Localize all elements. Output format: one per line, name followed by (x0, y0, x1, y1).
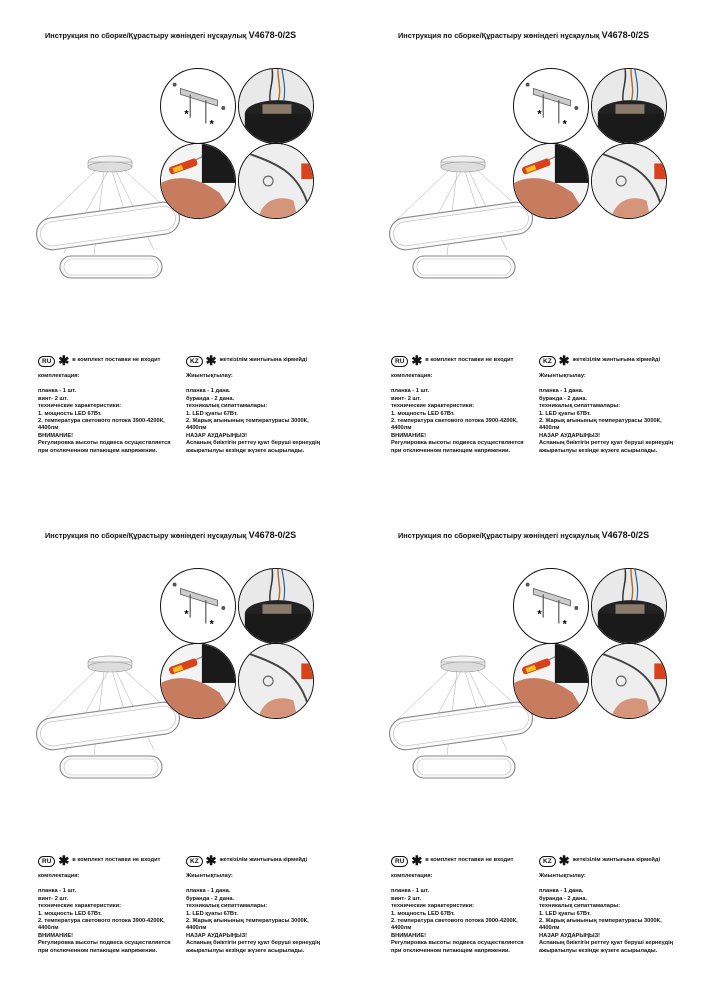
ru-complete-label: комплектация: (391, 873, 433, 879)
ru-text-block (391, 855, 541, 955)
screwdriver-icon (513, 643, 589, 719)
star-icon: ✱ (205, 353, 217, 368)
kz-tech-line: 2. Жарық ағынының температурасы 3000К, (186, 418, 309, 425)
page-title (398, 530, 649, 540)
kz-item: планка - 1 дана. (539, 388, 584, 395)
ru-not-included: в комплект поставки не входит (425, 857, 514, 864)
kz-warn-line: Аспаның биіктігін реттеу қуат беруші кернеудің (539, 940, 674, 947)
kz-warn-line: Аспаның биіктігін реттеу қуат беруші кернеудің (186, 940, 321, 947)
ru-warn-label: ВНИМАНИЕ! (38, 432, 74, 439)
wires-icon (238, 68, 314, 144)
ru-not-included: в комплект поставки не входит (72, 857, 161, 864)
ru-tech-line: 1. мощность LED 67Вт. (391, 410, 455, 417)
model-number: V4678-0/2S (248, 30, 297, 40)
ru-item: винт- 2 шт. (391, 395, 422, 402)
ru-tech-label: технические характеристики: (38, 403, 122, 410)
page-title (398, 30, 649, 40)
ru-not-included: в комплект поставки не входит (72, 357, 161, 364)
ru-item: винт- 2 шт. (38, 895, 69, 902)
kz-not-included: жеткізілім жинтығына кірмейді (219, 857, 308, 864)
ru-warn-line: Регулировка высоты подвеса осуществляется (391, 940, 524, 947)
ru-complete-label: комплектация: (391, 373, 433, 379)
model-number: V4678-0/2S (601, 530, 650, 540)
instruction-panel (0, 0, 353, 500)
ru-tech-line: 4400лм (38, 425, 59, 432)
svg-text:*: * (184, 608, 189, 621)
ru-warn-label: ВНИМАНИЕ! (391, 932, 427, 939)
kz-warn-label: НАЗАР АУДАРЫҢЫЗ! (539, 932, 601, 939)
kz-item: буранда - 2 дана. (539, 895, 588, 902)
hook-icon (591, 143, 667, 219)
kz-warn-line: ажыратылуы кезінде жүзеге асырылады. (539, 447, 658, 454)
ru-tech-line: 1. мощность LED 67Вт. (38, 910, 102, 917)
ru-text-block (38, 855, 188, 955)
kz-tech-line: 1. LED қуаты 67Вт. (539, 410, 591, 417)
ru-item: планка - 1 шт. (391, 388, 430, 395)
instruction-panel (353, 0, 706, 500)
star-icon: ✱ (58, 353, 70, 368)
star-icon: ✱ (558, 853, 570, 868)
kz-tech-line: 4400лм (539, 425, 560, 432)
kz-badge: KZ (539, 356, 556, 367)
kz-badge: KZ (539, 856, 556, 867)
hook-icon (238, 143, 314, 219)
ru-tech-line: 2. температура светового потока 3900-4200К, (38, 918, 165, 925)
ru-tech-label: технические характеристики: (38, 903, 122, 910)
kz-complete-label: Жиынтықтылау: (539, 873, 586, 879)
kz-warn-label: НАЗАР АУДАРЫҢЫЗ! (186, 432, 248, 439)
ru-tech-line: 1. мощность LED 67Вт. (391, 910, 455, 917)
screwdriver-icon (513, 143, 589, 219)
title-text: Инструкция по сборке/Құрастыру жөніндегі нұсқаулық (398, 531, 600, 540)
kz-badge: KZ (186, 856, 203, 867)
model-number: V4678-0/2S (248, 530, 297, 540)
ru-badge: RU (38, 856, 55, 867)
ru-tech-line: 2. температура светового потока 3900-4200К, (38, 418, 165, 425)
screwdriver-icon (160, 143, 236, 219)
kz-tech-line: 1. LED қуаты 67Вт. (539, 910, 591, 917)
instruction-panel (353, 500, 706, 1000)
ru-tech-label: технические характеристики: (391, 903, 475, 910)
ru-badge: RU (391, 356, 408, 367)
ru-badge: RU (38, 356, 55, 367)
kz-item: планка - 1 дана. (186, 888, 231, 895)
ru-tech-line: 1. мощность LED 67Вт. (38, 410, 102, 417)
wires-icon (591, 68, 667, 144)
kz-not-included: жеткізілім жинтығына кірмейді (219, 357, 308, 364)
kz-item: планка - 1 дана. (186, 388, 231, 395)
ru-tech-line: 4400лм (391, 925, 412, 932)
kz-warn-label: НАЗАР АУДАРЫҢЫЗ! (539, 432, 601, 439)
ru-warn-line: при отключенном питающем напряжении. (391, 447, 511, 454)
kz-warn-line: Аспаның биіктігін реттеу қуат беруші кернеудің (539, 440, 674, 447)
kz-tech-label: техникалық сипаттамалары: (186, 403, 268, 410)
ru-item: винт- 2 шт. (38, 395, 69, 402)
ru-item: планка - 1 шт. (391, 888, 430, 895)
kz-text-block (539, 355, 699, 455)
star-icon: ✱ (205, 853, 217, 868)
kz-warn-line: Аспаның биіктігін реттеу қуат беруші кернеудің (186, 440, 321, 447)
bracket-icon (160, 68, 236, 144)
ru-warn-line: при отключенном питающем напряжении. (38, 447, 158, 454)
kz-not-included: жеткізілім жинтығына кірмейді (572, 857, 661, 864)
page-title (45, 30, 296, 40)
kz-tech-line: 4400лм (186, 425, 207, 432)
svg-text:*: * (537, 608, 542, 621)
ru-warn-line: при отключенном питающем напряжении. (391, 947, 511, 954)
kz-warn-line: ажыратылуы кезінде жүзеге асырылады. (186, 947, 305, 954)
kz-tech-line: 2. Жарық ағынының температурасы 3000К, (186, 918, 309, 925)
ru-warn-label: ВНИМАНИЕ! (391, 432, 427, 439)
ru-warn-line: Регулировка высоты подвеса осуществляется (391, 440, 524, 447)
kz-tech-line: 4400лм (186, 925, 207, 932)
svg-text:*: * (209, 618, 214, 631)
ru-item: винт- 2 шт. (391, 895, 422, 902)
bracket-icon (160, 568, 236, 644)
kz-item: буранда - 2 дана. (539, 395, 588, 402)
ru-complete-label: комплектация: (38, 873, 80, 879)
kz-tech-line: 2. Жарық ағынының температурасы 3000К, (539, 918, 662, 925)
wires-icon (591, 568, 667, 644)
kz-item: буранда - 2 дана. (186, 395, 235, 402)
kz-item: буранда - 2 дана. (186, 895, 235, 902)
svg-text:*: * (562, 618, 567, 631)
svg-text:*: * (209, 118, 214, 131)
title-text: Инструкция по сборке/Құрастыру жөніндегі нұсқаулық (45, 531, 247, 540)
star-icon: ✱ (558, 353, 570, 368)
hook-icon (238, 643, 314, 719)
wires-icon (238, 568, 314, 644)
kz-text-block (186, 855, 346, 955)
star-icon: ✱ (411, 353, 423, 368)
svg-text:*: * (562, 118, 567, 131)
kz-warn-label: НАЗАР АУДАРЫҢЫЗ! (186, 932, 248, 939)
star-icon: ✱ (411, 853, 423, 868)
ru-warn-line: при отключенном питающем напряжении. (38, 947, 158, 954)
kz-tech-line: 1. LED қуаты 67Вт. (186, 410, 238, 417)
ru-complete-label: комплектация: (38, 373, 80, 379)
ru-tech-line: 4400лм (38, 925, 59, 932)
kz-tech-line: 4400лм (539, 925, 560, 932)
ru-tech-line: 4400лм (391, 425, 412, 432)
svg-text:*: * (184, 108, 189, 121)
page-title (45, 530, 296, 540)
ru-warn-line: Регулировка высоты подвеса осуществляется (38, 940, 171, 947)
kz-tech-label: техникалық сипаттамалары: (539, 403, 621, 410)
ru-badge: RU (391, 856, 408, 867)
bracket-icon (513, 568, 589, 644)
ru-tech-line: 2. температура светового потока 3900-4200К, (391, 918, 518, 925)
kz-tech-line: 2. Жарық ағынының температурасы 3000К, (539, 418, 662, 425)
kz-complete-label: Жиынтықтылау: (539, 373, 586, 379)
hook-icon (591, 643, 667, 719)
svg-text:*: * (537, 108, 542, 121)
instruction-panel (0, 500, 353, 1000)
ru-warn-label: ВНИМАНИЕ! (38, 932, 74, 939)
title-text: Инструкция по сборке/Құрастыру жөніндегі нұсқаулық (398, 31, 600, 40)
kz-warn-line: ажыратылуы кезінде жүзеге асырылады. (186, 447, 305, 454)
screwdriver-icon (160, 643, 236, 719)
kz-text-block (539, 855, 699, 955)
ru-tech-label: технические характеристики: (391, 403, 475, 410)
kz-text-block (186, 355, 346, 455)
model-number: V4678-0/2S (601, 30, 650, 40)
title-text: Инструкция по сборке/Құрастыру жөніндегі нұсқаулық (45, 31, 247, 40)
kz-not-included: жеткізілім жинтығына кірмейді (572, 357, 661, 364)
kz-tech-line: 1. LED қуаты 67Вт. (186, 910, 238, 917)
ru-item: планка - 1 шт. (38, 888, 77, 895)
ru-tech-line: 2. температура светового потока 3900-4200К, (391, 418, 518, 425)
ru-text-block (38, 355, 188, 455)
ru-item: планка - 1 шт. (38, 388, 77, 395)
ru-text-block (391, 355, 541, 455)
kz-badge: KZ (186, 356, 203, 367)
kz-tech-label: техникалық сипаттамалары: (539, 903, 621, 910)
ru-not-included: в комплект поставки не входит (425, 357, 514, 364)
kz-complete-label: Жиынтықтылау: (186, 373, 233, 379)
kz-warn-line: ажыратылуы кезінде жүзеге асырылады. (539, 947, 658, 954)
kz-tech-label: техникалық сипаттамалары: (186, 903, 268, 910)
ru-warn-line: Регулировка высоты подвеса осуществляется (38, 440, 171, 447)
bracket-icon (513, 68, 589, 144)
kz-item: планка - 1 дана. (539, 888, 584, 895)
kz-complete-label: Жиынтықтылау: (186, 873, 233, 879)
star-icon: ✱ (58, 853, 70, 868)
